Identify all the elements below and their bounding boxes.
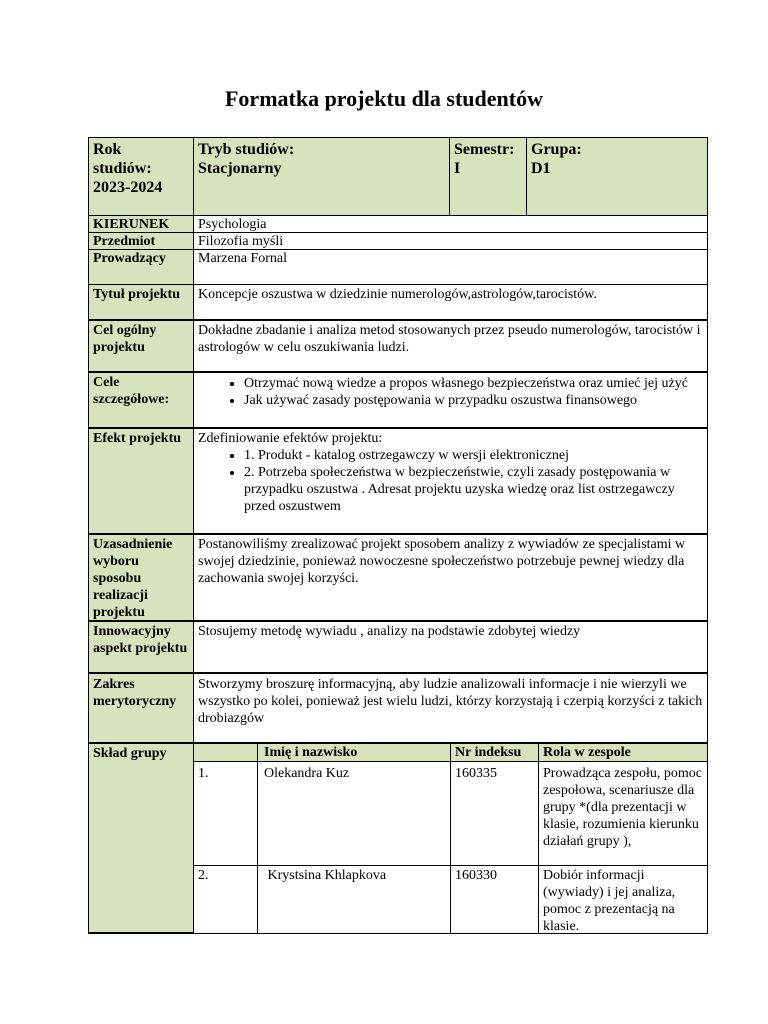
tryb-label: Tryb studiów: (198, 141, 295, 158)
grupa-value: D1 (531, 160, 551, 177)
innowacyjny-label: Innowacyjny aspekt projektu (88, 622, 194, 674)
uzasadnienie-value: Postanowiliśmy zrealizować projekt sposobem analizy z wywiadów ze specjalistami w swojej dziedzinie, ponieważ nowoczesne społeczeństwo potrzebuje pewnej wiedzy dla zachowania swojej korzyści. (194, 535, 708, 622)
document-title: Formatka projektu dla studentów (224, 86, 543, 111)
grupa-cell (527, 137, 708, 216)
tytul-value: Koncepcje oszustwa w dziedzinie numerologów,astrologów,tarocistów. (194, 285, 708, 321)
przedmiot-label: Przedmiot (88, 233, 194, 250)
kierunek-label: KIERUNEK (88, 216, 194, 233)
innowacyjny-value: Stosujemy metodę wywiadu , analizy na podstawie zdobytej wiedzy (194, 622, 708, 674)
group-header-index: Nr indeksu (450, 744, 538, 762)
efekt-item: • 1. Produkt - katalog ostrzegawczy w wersji elektronicznej (244, 447, 703, 464)
member-num: 2. (194, 866, 257, 934)
semestr-value: I (454, 160, 461, 177)
prowadzacy-value: Marzena Fornal (194, 250, 708, 285)
group-label: Skład grupy (88, 744, 194, 934)
cel-label: Cel ogólny projektu (88, 321, 194, 373)
member-role: Prowadząca zespołu, pomoc zespołowa, scenariusze dla grupy *(dla prezentacji w klasie, rozumienia kierunku działań grupy ), (538, 762, 708, 866)
przedmiot-value: Filozofia myśli (194, 233, 708, 250)
member-name: Krystsina Khlapkova (257, 866, 450, 934)
zakres-value: Stworzymy broszurę informacyjną, aby ludzie analizowali informacje i nie wierzyli we wszystko po kolei, ponieważ jest wielu ludzi, którzy korzystają i czerpią korzyści z takich drobiazgów (194, 674, 708, 744)
tryb-cell (194, 137, 450, 216)
group-header-role: Rola w zespole (538, 744, 708, 762)
zakres-label: Zakres merytoryczny (88, 674, 194, 744)
cele-item: • Jak używać zasady postępowania w przypadku oszustwa finansowego (244, 392, 703, 409)
uzasadnienie-label: Uzasadnienie wyboru sposobu realizacji projektu (88, 535, 194, 622)
rok-cell (88, 137, 194, 216)
efekt-value (194, 429, 708, 535)
efekt-intro: Zdefiniowanie efektów projektu: (198, 431, 383, 446)
cele-item: • Otrzymać nową wiedze a propos własnego bezpieczeństwa oraz umieć jej użyć (244, 375, 703, 392)
group-header-num (194, 744, 257, 762)
grupa-label: Grupa: (531, 141, 582, 158)
efekt-label: Efekt projektu (88, 429, 194, 535)
prowadzacy-label: Prowadzący (88, 250, 194, 285)
efekt-list (198, 447, 703, 515)
member-index: 160330 (450, 866, 538, 934)
rok-value: 2023-2024 (93, 179, 163, 196)
cele-label: Cele szczegółowe: (88, 373, 194, 429)
member-num: 1. (194, 762, 257, 866)
cele-list (198, 375, 703, 409)
efekt-item: • 2. Potrzeba społeczeństwa w bezpieczeństwie, czyli zasady postępowania w przypadku oszustwa . Adresat projektu uzyska wiedzę oraz list ostrzegawczy przed oszustwem (244, 464, 703, 515)
rok-label: Rok studiów: (93, 141, 152, 177)
tytul-label: Tytuł projektu (88, 285, 194, 321)
kierunek-value: Psychologia (194, 216, 708, 233)
member-role: Dobiór informacji (wywiady) i jej analiza, pomoc z prezentacją na klasie. (538, 866, 708, 934)
member-name: Olekandra Kuz (257, 762, 450, 866)
cel-value: Dokładne zbadanie i analiza metod stosowanych przez pseudo numerologów, tarocistów i astrologów w celu oszukiwania ludzi. (194, 321, 708, 373)
member-index: 160335 (450, 762, 538, 866)
tryb-value: Stacjonarny (198, 160, 282, 177)
semestr-cell (450, 137, 527, 216)
group-header-name: Imię i nazwisko (257, 744, 450, 762)
cele-value (194, 373, 708, 429)
semestr-label: Semestr: (454, 141, 515, 158)
